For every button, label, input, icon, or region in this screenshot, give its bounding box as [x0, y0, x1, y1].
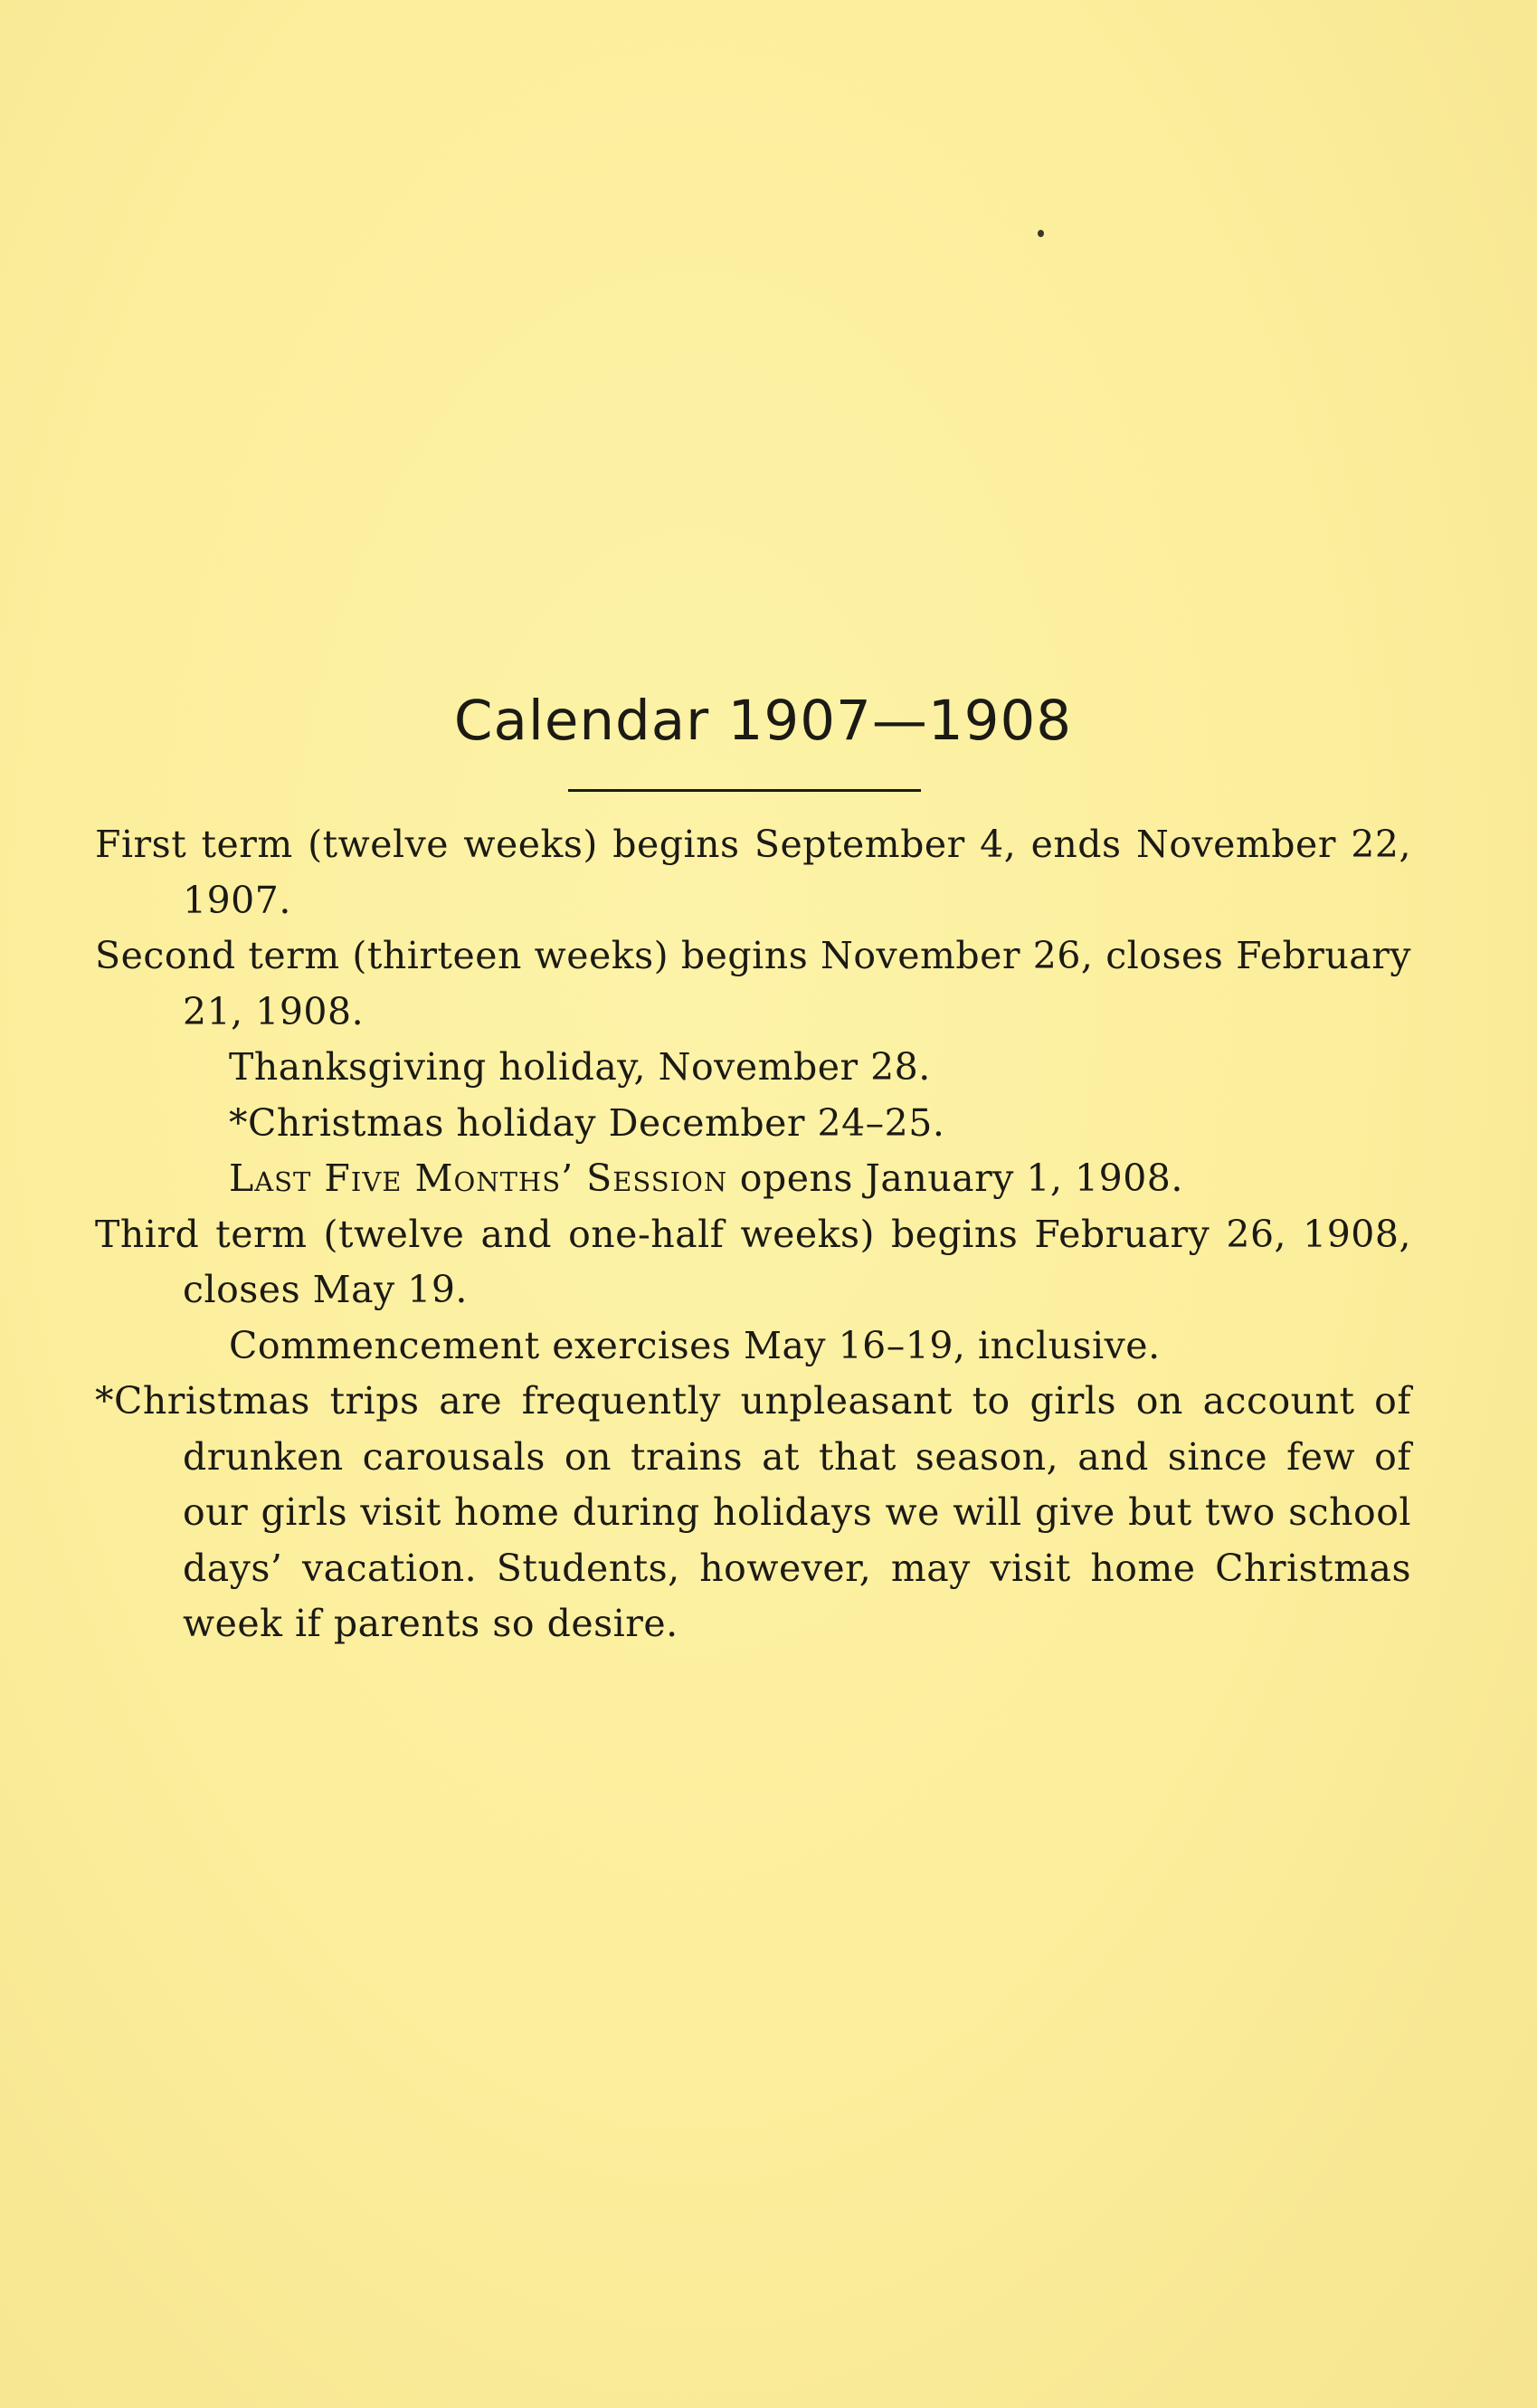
commencement-entry: Commencement exercises May 16–19, inclusive. [229, 1323, 1161, 1367]
print-speck [1038, 230, 1044, 237]
christmas-entry: *Christmas holiday December 24–25. [229, 1100, 945, 1145]
last-session-label: Last Five Months’ Session [229, 1156, 728, 1200]
last-session-entry [95, 1151, 1411, 1207]
last-session-text: opens January 1, 1908. [727, 1156, 1183, 1200]
page-title: Calendar 1907—1908 [453, 689, 1073, 753]
first-term-entry: First term (twelve weeks) begins September 4, ends November 22, 1907. [95, 823, 1411, 922]
title-rule [568, 789, 921, 792]
second-term-entry: Second term (thirteen weeks) begins November 26, closes February 21, 1908. [95, 934, 1411, 1033]
third-term-entry: Third term (twelve and one-half weeks) begins February 26, 1908, closes May 19. [95, 1212, 1411, 1311]
thanksgiving-entry: Thanksgiving holiday, November 28. [229, 1045, 931, 1089]
calendar-body [95, 817, 1411, 1652]
christmas-footnote: *Christmas trips are frequently unpleasant to girls on account of drunken carousals on trains at that season, and since few of our girls visit home during holidays we will give but two school days’ vacation. Students, however, may visit home Christmas week if parents so desire. [95, 1379, 1411, 1645]
